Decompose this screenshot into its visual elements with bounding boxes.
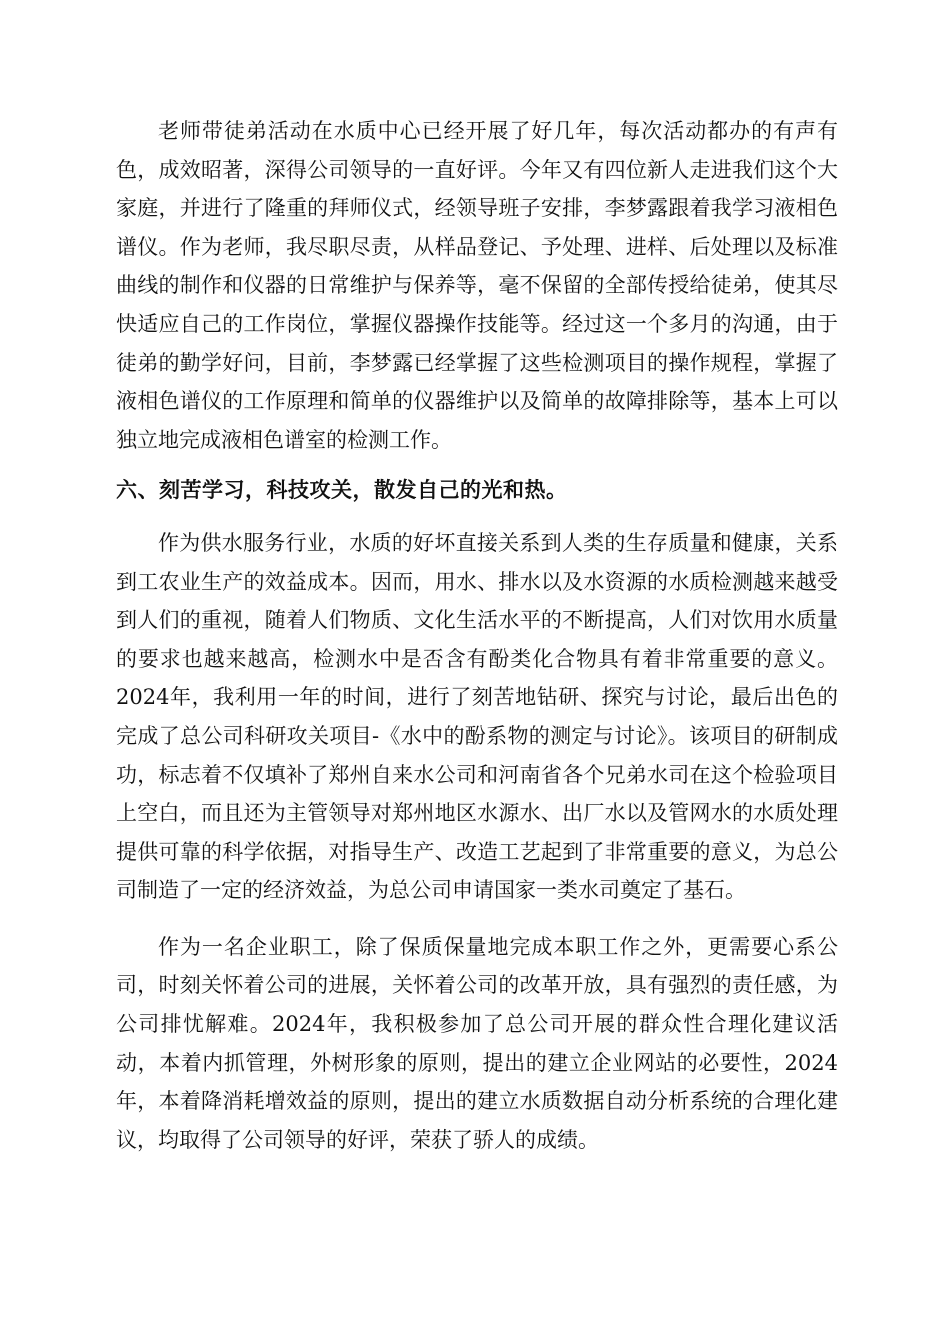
section-heading-six: 六、刻苦学习，科技攻关，散发自己的光和热。 xyxy=(116,478,568,503)
document-body xyxy=(116,112,838,1177)
paragraph-research: 作为供水服务行业，水质的好坏直接关系到人类的生存质量和健康，关系到工农业生产的效益成本。因而，用水、排水以及水资源的水质检测越来越受到人们的重视，随着人们物质、文化生活水平的不断提高，人们对饮用水质量的要求也越来越高，检测水中是否含有酚类化合物具有着非常重要的意义。2024年，我利用一年的时间，进行了刻苦地钻研、探究与讨论，最后出色的完成了总公司科研攻关项目-《水中的酚系物的测定与讨论》。该项目的研制成功，标志着不仅填补了郑州自来水公司和河南省各个兄弟水司在这个检验项目上空白，而且还为主管领导对郑州地区水源水、出厂水以及管网水的水质处理提供可靠的科学依据，对指导生产、改造工艺起到了非常重要的意义，为总公司制造了一定的经济效益，为总公司申请国家一类水司奠定了基石。 xyxy=(116,530,838,903)
paragraph-mentoring: 老师带徒弟活动在水质中心已经开展了好几年，每次活动都办的有声有色，成效昭著，深得公司领导的一直好评。今年又有四位新人走进我们这个大家庭，并进行了隆重的拜师仪式，经领导班子安排，李梦露跟着我学习液相色谱仪。作为老师，我尽职尽责，从样品登记、予处理、进样、后处理以及标准曲线的制作和仪器的日常维护与保养等，毫不保留的全部传授给徒弟，使其尽快适应自己的工作岗位，掌握仪器操作技能等。经过这一个多月的沟通，由于徒弟的勤学好问，目前，李梦露已经掌握了这些检测项目的操作规程，掌握了液相色谱仪的工作原理和简单的仪器维护以及简单的故障排除等，基本上可以独立地完成液相色谱室的检测工作。 xyxy=(116,119,838,452)
paragraph-suggestions: 作为一名企业职工，除了保质保量地完成本职工作之外，更需要心系公司，时刻关怀着公司的进展，关怀着公司的改革开放，具有强烈的责任感，为公司排忧解难。2024年，我积极参加了总公司开展的群众性合理化建议活动，本着内抓管理，外树形象的原则，提出的建立企业网站的必要性，2024年，本着降消耗增效益的原则，提出的建立水质数据自动分析系统的合理化建议，均取得了公司领导的好评，荣获了骄人的成绩。 xyxy=(116,934,838,1152)
